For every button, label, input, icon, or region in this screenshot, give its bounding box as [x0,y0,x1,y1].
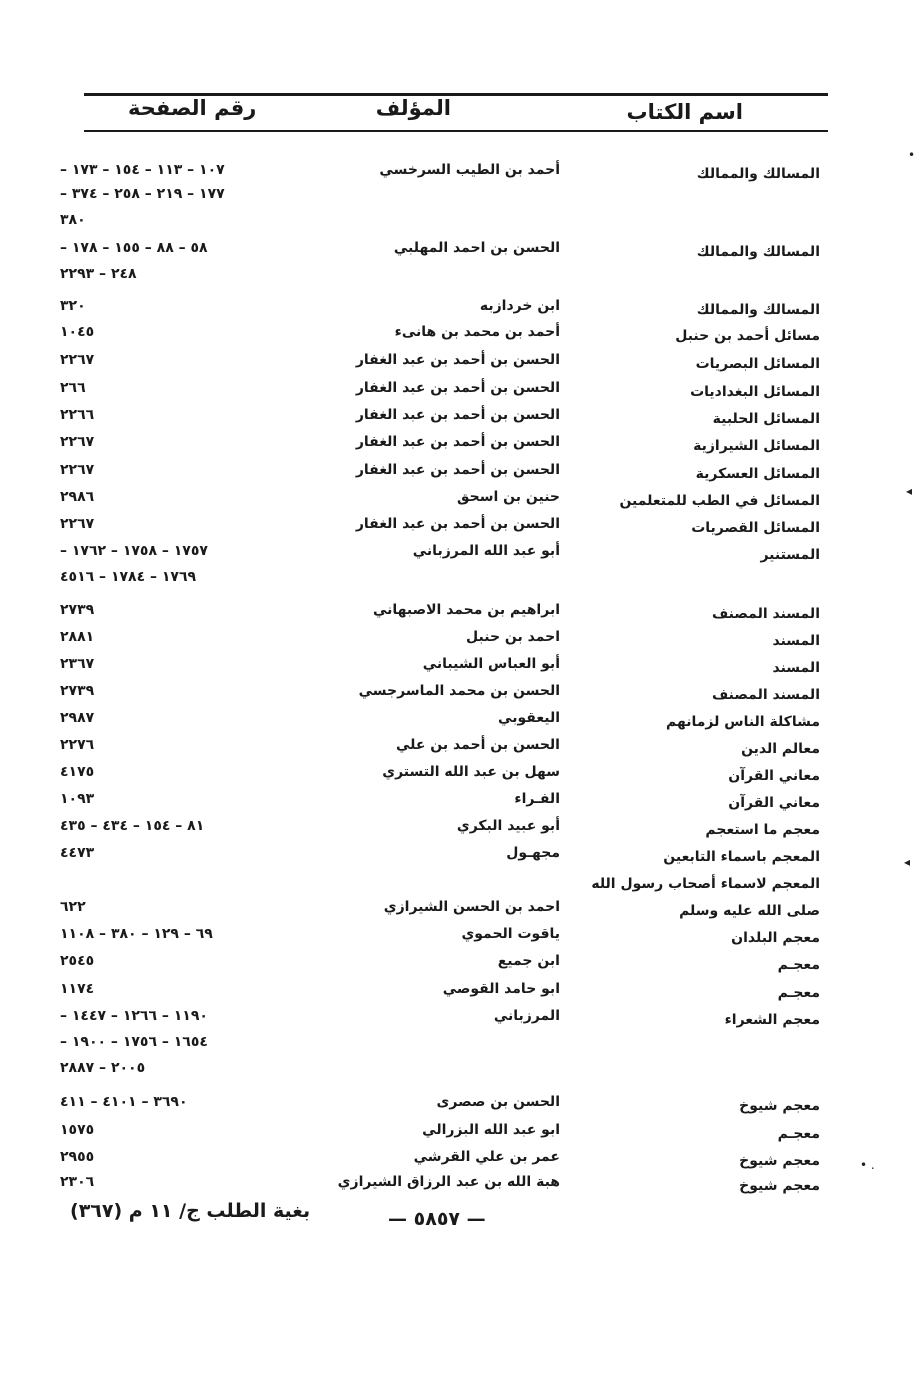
page-numbers-cell: ١٧٥٧ – ١٧٥٨ – ١٧٦٢ – [60,543,208,559]
page-numbers-cell: ١٦٥٤ – ١٧٥٦ – ١٩٠٠ – [60,1034,208,1050]
book-name-cell: معجم شيوخ [739,1098,820,1114]
author-cell: أبو عبيد البكري [456,818,560,834]
book-name-cell: المسالك والممالك [696,166,820,182]
author-cell: أحمد بن محمد بن هانىء [394,324,560,340]
book-name-cell: المسائل الحلبية [712,411,820,427]
book-name-cell: المسائل البغداديات [690,384,820,400]
author-cell: الفـراء [514,791,560,807]
author-cell: الحسن بن أحمد بن عبد الغفار [355,434,560,450]
author-cell: الحسن بن أحمد بن عبد الغفار [355,462,560,478]
page-numbers-cell: ٢٩٨٧ [60,710,95,726]
page-numbers-cell: ٢٢٦٧ [60,352,95,368]
header-author: المؤلف [375,96,451,120]
author-cell: الحسن بن احمد المهلبي [393,240,560,256]
book-name-cell: المسائل البصريات [695,356,820,372]
scan-mark: • [908,148,915,162]
book-name-cell: معاني القرآن [728,768,820,784]
book-name-cell: المسالك والممالك [696,302,820,318]
page-numbers-cell: ٥٨ – ٨٨ – ١٥٥ – ١٧٨ – [60,240,208,256]
author-cell: حنين بن اسحق [457,489,560,505]
author-cell: أبو عبد الله المرزباني [412,543,560,559]
author-cell: ابو عبد الله البزرالي [422,1122,560,1138]
book-name-cell: معجم شيوخ [739,1153,820,1169]
book-name-cell: مسائل أحمد بن حنبل [675,328,820,344]
author-cell: الحسن بن صصرى [436,1094,560,1110]
page-numbers-cell: ٢٦٦ [60,380,86,396]
book-name-cell: معجـم [777,985,820,1001]
page-numbers-cell: ٢٢٦٧ [60,434,95,450]
page-numbers-cell: ٢٤٨ – ٢٢٩٣ [60,266,137,282]
book-name-cell: المسائل في الطب للمتعلمين [619,493,820,509]
page-numbers-cell: ١٧٦٩ – ١٧٨٤ – ٤٥١٦ [60,569,197,585]
author-cell: الحسن بن أحمد بن عبد الغفار [355,352,560,368]
book-name-cell: معجم ما استعجم [705,822,820,838]
page-numbers-cell: ٦٩ – ١٢٩ – ٣٨٠ – ١١٠٨ [60,926,213,942]
author-cell: ابن جميع [497,953,560,969]
author-cell: ياقوت الحموي [461,926,560,942]
book-name-cell: معجم البلدان [731,930,820,946]
author-cell: ابراهيم بن محمد الاصبهاني [372,602,560,618]
page-numbers-cell: ٢٧٣٩ [60,683,95,699]
page-numbers-cell: ١٠٩٣ [60,791,95,807]
book-name-cell: المسائل العسكرية [695,466,820,482]
author-cell: المرزباني [493,1008,560,1024]
page-numbers-cell: ٣٢٠ [60,298,86,314]
page-numbers-cell: ٢٣٦٧ [60,656,95,672]
book-name-cell: معجم الشعراء [724,1012,820,1028]
header-page-number: رقم الصفحة [128,96,257,120]
page-numbers-cell: ٢٢٦٧ [60,516,95,532]
author-cell: عمر بن علي القرشي [413,1149,560,1165]
author-cell: الحسن بن أحمد بن عبد الغفار [355,407,560,423]
author-cell: اليعقوبي [498,710,560,726]
author-cell: احمد بن الحسن الشيرازي [383,899,560,915]
author-cell: هبة الله بن عبد الرزاق الشيرازي [337,1174,560,1190]
page-numbers-cell: ٤٤٧٣ [60,845,95,861]
author-cell: الحسن بن أحمد بن علي [395,737,560,753]
page-numbers-cell: ٢٢٦٧ [60,462,95,478]
book-name-cell: المسند [772,633,820,649]
page-numbers-cell: ٢٧٣٩ [60,602,95,618]
author-cell: مجهـول [506,845,560,861]
book-name-cell: المسالك والممالك [696,244,820,260]
footer-source-reference: بغية الطلب ج/ ١١ م (٣٦٧) [70,1200,311,1222]
author-cell: ابو حامد القوصي [442,981,560,997]
book-name-cell: معجـم [777,1126,820,1142]
book-name-cell: معالم الدين [741,741,820,757]
book-name-cell: المعجم باسماء التابعين [663,849,820,865]
author-cell: الحسن بن أحمد بن عبد الغفار [355,516,560,532]
page-numbers-cell: ١١٧٤ [60,981,95,997]
scan-mark: ◂ [904,855,911,869]
header-book-name: اسم الكتاب [626,100,743,124]
page-numbers-cell: ٣٦٩٠ – ٤١٠١ – ٤١١ [60,1094,188,1110]
page-numbers-cell: ١١٩٠ – ١٢٦٦ – ١٤٤٧ – [60,1008,208,1024]
book-name-cell: مشاكلة الناس لزمانهم [666,714,820,730]
author-cell: أحمد بن الطيب السرخسي [379,162,560,178]
page-numbers-cell: ٢٩٥٥ [60,1149,95,1165]
book-name-cell: المسند المصنف [712,606,820,622]
author-cell: أبو العباس الشيباني [422,656,560,672]
scan-mark: • . [860,1158,875,1172]
page-numbers-cell: ٢٠٠٥ – ٢٨٨٧ [60,1060,146,1076]
author-cell: سهل بن عبد الله التستري [382,764,560,780]
author-cell: الحسن بن أحمد بن عبد الغفار [355,380,560,396]
page-numbers-cell: ٢٩٨٦ [60,489,95,505]
page-numbers-cell: ٢٥٤٥ [60,953,95,969]
book-name-cell: معجم شيوخ [739,1178,820,1194]
page-numbers-cell: ٨١ – ١٥٤ – ٤٣٤ – ٤٣٥ [60,818,205,834]
page-numbers-cell: ٢٣٠٦ [60,1174,95,1190]
author-cell: ابن خردازبه [479,298,560,314]
header-bottom-rule [84,130,828,132]
page-numbers-cell: ٢٨٨١ [60,629,95,645]
book-name-cell: صلى الله عليه وسلم [679,903,820,919]
page-numbers-cell: ٢٢٧٦ [60,737,95,753]
book-name-cell: المسائل القصريات [691,520,820,536]
page-numbers-cell: ١٠٧ – ١١٣ – ١٥٤ – ١٧٣ – [60,162,225,178]
book-name-cell: المسند [772,660,820,676]
author-cell: الحسن بن محمد الماسرجسي [358,683,560,699]
page-numbers-cell: ٦٢٢ [60,899,86,915]
book-name-cell: المسند المصنف [712,687,820,703]
page-numbers-cell: ٢٢٦٦ [60,407,95,423]
footer-page-number: — ٥٨٥٧ — [388,1208,486,1230]
page-numbers-cell: ١٠٤٥ [60,324,95,340]
page-numbers-cell: ١٥٧٥ [60,1122,95,1138]
book-name-cell: المعجم لاسماء أصحاب رسول الله [591,876,820,892]
page-numbers-cell: ١٧٧ – ٢١٩ – ٢٥٨ – ٣٧٤ – [60,186,225,202]
book-name-cell: معاني القرآن [728,795,820,811]
scan-mark: ◂ [906,484,913,498]
page-numbers-cell: ٣٨٠ [60,212,86,228]
book-name-cell: المسائل الشيرازية [693,438,820,454]
page-numbers-cell: ٤١٧٥ [60,764,95,780]
book-name-cell: معجـم [777,957,820,973]
book-name-cell: المستنير [760,547,820,563]
author-cell: احمد بن حنبل [466,629,560,645]
